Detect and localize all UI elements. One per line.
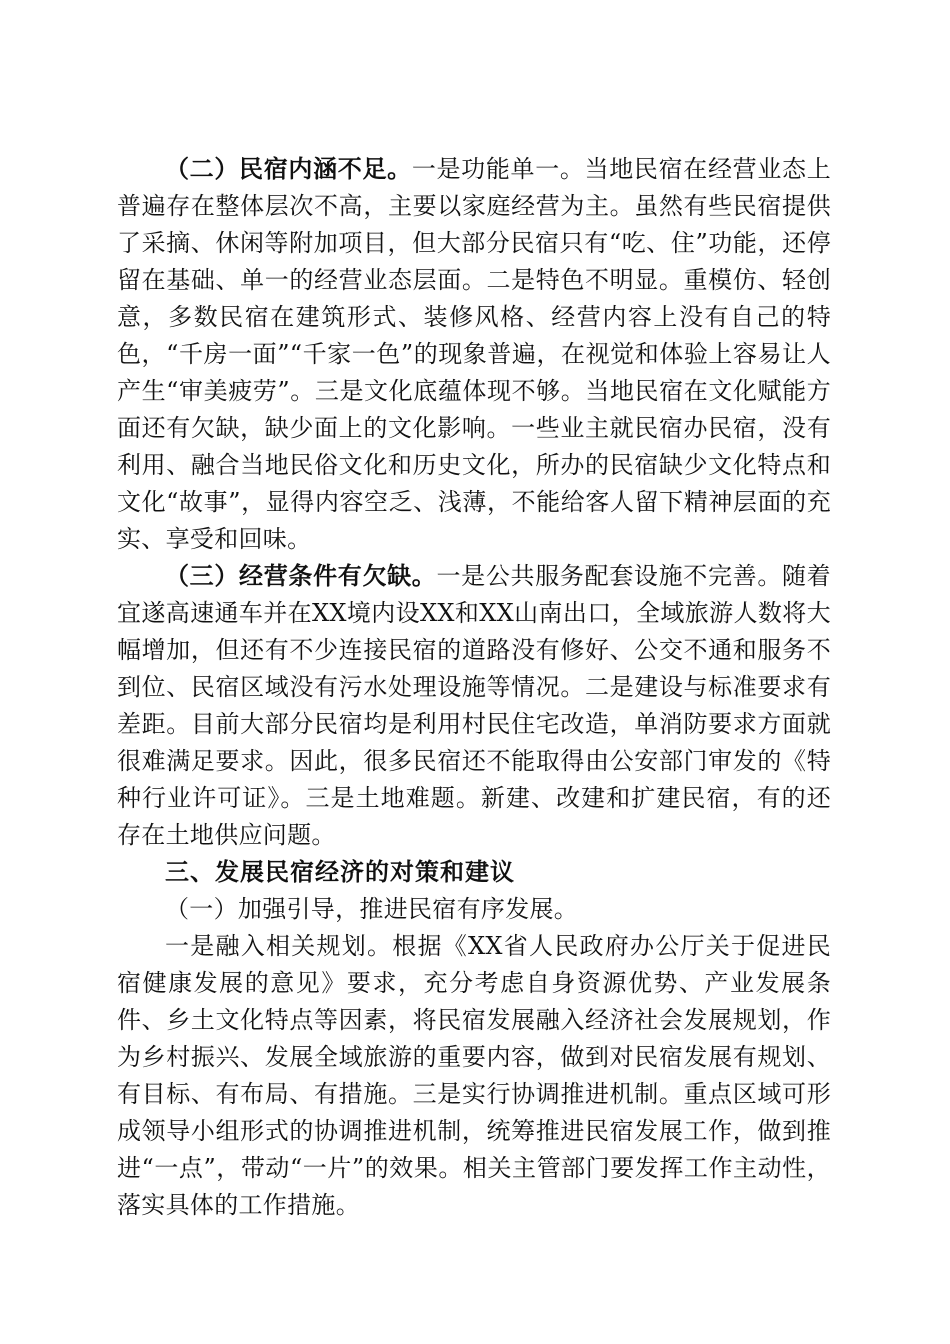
section-2-lead: （二）民宿内涵不足。: [165, 155, 412, 183]
paragraph-section-2: [117, 151, 831, 558]
paragraph-planning: 一是融入相关规划。根据《XX省人民政府办公厅关于促进民宿健康发展的意见》要求，充分考虑自身资源优势、产业发展条件、乡土文化特点等因素，将民宿发展融入经济社会发展规划，作为乡村振兴、发展全域旅游的重要内容，做到对民宿发展有规划、有目标、有布局、有措施。三是实行协调推进机制。重点区域可形成领导小组形式的协调推进机制，统筹推进民宿发展工作，做到推进“一点”，带动“一片”的效果。相关主管部门要发挥工作主动性，落实具体的工作措施。: [117, 932, 831, 1219]
document-page: [117, 151, 831, 1224]
section-3-body: 一是公共服务配套设施不完善。随着宜遂高速通车并在XX境内设XX和XX山南出口，全域旅游人数将大幅增加，但还有不少连接民宿的道路没有修好、公交不通和服务不到位、民宿区域没有污水处理设施等情况。二是建设与标准要求有差距。目前大部分民宿均是利用村民住宅改造，单消防要求方面就很难满足要求。因此，很多民宿还不能取得由公安部门审发的《特种行业许可证》。三是土地难题。新建、改建和扩建民宿，有的还存在土地供应问题。: [117, 562, 831, 849]
paragraph-section-3: [117, 558, 831, 854]
section-3-lead: （三）经营条件有欠缺。: [165, 562, 437, 590]
heading-3: 三、发展民宿经济的对策和建议: [165, 858, 515, 886]
subheading-1: （一）加强引导，推进民宿有序发展。: [165, 895, 579, 923]
section-2-body: 一是功能单一。当地民宿在经营业态上普遍存在整体层次不高，主要以家庭经营为主。虽然有些民宿提供了采摘、休闲等附加项目，但大部分民宿只有“吃、住”功能，还停留在基础、单一的经营业态层面。二是特色不明显。重模仿、轻创意，多数民宿在建筑形式、装修风格、经营内容上没有自己的特色，“千房一面”“千家一色”的现象普遍，在视觉和体验上容易让人产生“审美疲劳”。三是文化底蕴体现不够。当地民宿在文化赋能方面还有欠缺，缺少面上的文化影响。一些业主就民宿办民宿，没有利用、融合当地民俗文化和历史文化，所办的民宿缺少文化特点和文化“故事”，显得内容空乏、浅薄，不能给客人留下精神层面的充实、享受和回味。: [117, 155, 831, 553]
